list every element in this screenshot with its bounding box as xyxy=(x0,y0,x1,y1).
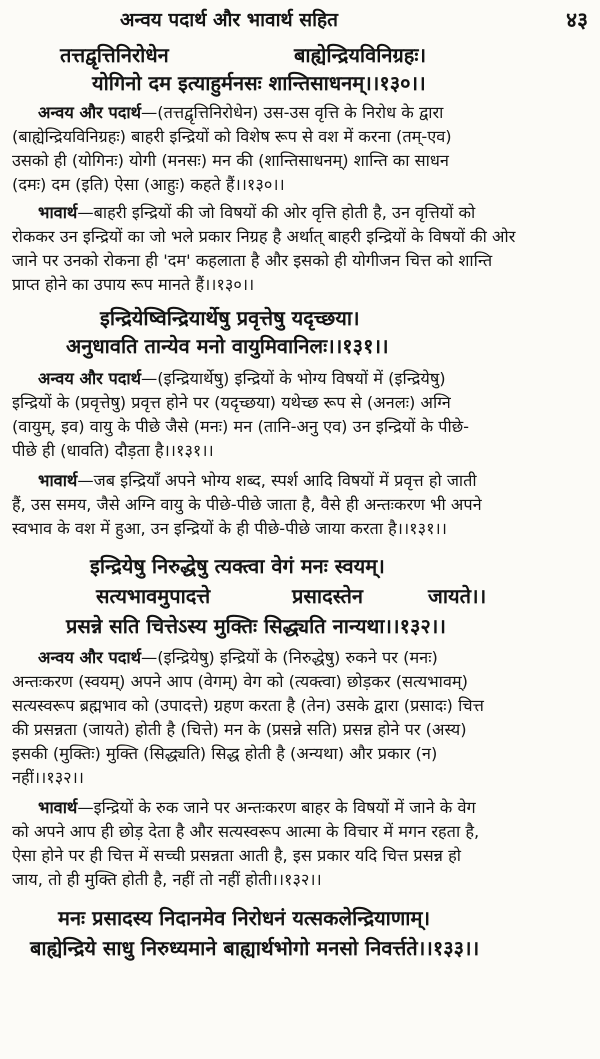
text-line: नहीं।।१३२।। xyxy=(12,768,84,787)
verse-line: बाह्येन्द्रियविनिग्रहः। xyxy=(294,43,427,67)
bhavartha-label: भावार्थ xyxy=(38,471,78,490)
text-line: (बाह्येन्द्रियविनिग्रहः) बाहरी इन्द्रियों को विशेष रूप से वश में करना (तम्-एव) xyxy=(12,127,452,146)
text-line: की प्रसन्नता (जायते) होती है (चित्ते) मन के (प्रसन्ने सति) प्रसन्न होने पर (अस्य) xyxy=(12,720,467,739)
verse-line: अनुधावति तान्येव मनो वायुमिवानिलः।।१३१।। xyxy=(66,334,389,358)
text-line: सत्यस्वरूप ब्रह्मभाव को (उपादत्ते) ग्रहण करता है (तेन) उसके द्वारा (प्रसादः) चित्त xyxy=(12,696,484,715)
text-line: अन्वय और पदार्थ—(इन्द्रियार्थेषु) इन्द्रियों के भोग्य विषयों में (इन्द्रियेषु) xyxy=(38,369,446,388)
text-line: पीछे ही (धावति) दौड़ता है।।१३१।। xyxy=(12,441,214,460)
page-number: ४३ xyxy=(566,8,588,32)
text-line: (वायुम्, इव) वायु के पीछे जैसे (मनः) मन (तानि-अनु एव) उन इन्द्रियों के पीछे- xyxy=(12,417,469,436)
verse-line: मनः प्रसादस्य निदानमेव निरोधनं यत्सकलेन्द्रियाणाम्। xyxy=(58,906,431,930)
anvaya-label: अन्वय और पदार्थ xyxy=(38,648,141,667)
text-line: भावार्थ—बाहरी इन्द्रियों की जो विषयों की ओर वृत्ति होती है, उन वृत्तियों को xyxy=(38,203,476,222)
text-line: जाने पर उनको रोकना ही 'दम' कहलाता है और इसको ही योगीजन चित्त को शान्ति xyxy=(12,251,493,270)
text-line: अन्वय और पदार्थ—(तत्तद्वृत्तिनिरोधेन) उस-उस वृत्ति के निरोध के द्वारा xyxy=(38,103,444,122)
anvaya-label: अन्वय और पदार्थ xyxy=(38,103,141,122)
text-line: (दमः) दम (इति) ऐसा (आहुः) कहते हैं।।१३०।। xyxy=(12,175,285,194)
verse-line: इन्द्रियेष्विन्द्रियार्थेषु प्रवृत्तेषु यदृच्छया। xyxy=(100,306,360,330)
text-line: भावार्थ—जब इन्द्रियाँ अपने भोग्य शब्द, स्पर्श आदि विषयों में प्रवृत्त हो जाती xyxy=(38,471,477,490)
text-line: हैं, उस समय, जैसे अग्नि वायु के पीछे-पीछे जाता है, वैसे ही अन्तःकरण भी अपने xyxy=(12,495,482,514)
bhavartha-label: भावार्थ xyxy=(38,798,78,817)
text-line: को अपने आप ही छोड़ देता है और सत्यस्वरूप आत्मा के विचार में मगन रहता है, xyxy=(12,822,480,841)
verse-line: इन्द्रियेषु निरुद्धेषु त्यक्त्वा वेगं मनः स्वयम्। xyxy=(90,554,385,578)
verse-line: प्रसन्ने सति चित्तेऽस्य मुक्तिः सिद्ध्यति नान्यथा।।१३२।। xyxy=(66,614,446,638)
verse-line: जायते।। xyxy=(428,584,487,608)
text-line: स्वभाव के वश में हुआ, उन इन्द्रियों के ही पीछे-पीछे जाया करता है।।१३१।। xyxy=(12,519,447,538)
text-line: भावार्थ—इन्द्रियों के रुक जाने पर अन्तःकरण बाहर के विषयों में जाने के वेग xyxy=(38,798,476,817)
text-line: प्राप्त होने का उपाय रूप मानते हैं।।१३०।। xyxy=(12,275,255,294)
text-line: अन्वय और पदार्थ—(इन्द्रियेषु) इन्द्रियों के (निरुद्धेषु) रुकने पर (मनः) xyxy=(38,648,438,667)
text-line: अन्तःकरण (स्वयम्) अपने आप (वेगम्) वेग को (त्यक्त्वा) छोड़कर (सत्यभावम्) xyxy=(12,672,469,691)
text-line: इन्द्रियों के (प्रवृत्तेषु) प्रवृत्त होने पर (यदृच्छया) यथेच्छ रूप से (अनलः) अग्नि xyxy=(12,393,451,412)
running-title: अन्वय पदार्थ और भावार्थ सहित xyxy=(120,9,338,31)
verse-line: सत्यभावमुपादत्ते xyxy=(96,584,211,608)
anvaya-label: अन्वय और पदार्थ xyxy=(38,369,141,388)
verse-line: बाह्येन्द्रिये साधु निरुध्यमाने बाह्यार्थभोगो मनसो निवर्त्तते।।१३३।। xyxy=(30,936,480,960)
text-line: रोककर उन इन्द्रियों का जो भले प्रकार निग्रह है अर्थात् बाहरी इन्द्रियों के विषयों की ओर xyxy=(12,227,516,246)
verse-line: प्रसादस्तेन xyxy=(292,584,363,608)
text-line: जाय, तो ही मुक्ति होती है, नहीं तो नहीं होती।।१३२।। xyxy=(12,870,322,889)
verse-line: योगिनो दम इत्याहुर्मनसः शान्तिसाधनम्।।१३०।। xyxy=(92,71,426,95)
page-header xyxy=(0,3,600,33)
text-line: इसकी (मुक्तिः) मुक्ति (सिद्ध्यति) सिद्ध होती है (अन्यथा) और प्रकार (न) xyxy=(12,744,438,763)
verse-line: तत्तद्वृत्तिनिरोधेन xyxy=(60,43,169,67)
bhavartha-label: भावार्थ xyxy=(38,203,78,222)
text-line: उसको ही (योगिनः) योगी (मनसः) मन की (शान्तिसाधनम्) शान्ति का साधन xyxy=(12,151,449,170)
text-line: ऐसा होने पर ही चित्त में सच्ची प्रसन्नता आती है, इस प्रकार यदि चित्त प्रसन्न हो xyxy=(12,846,461,865)
